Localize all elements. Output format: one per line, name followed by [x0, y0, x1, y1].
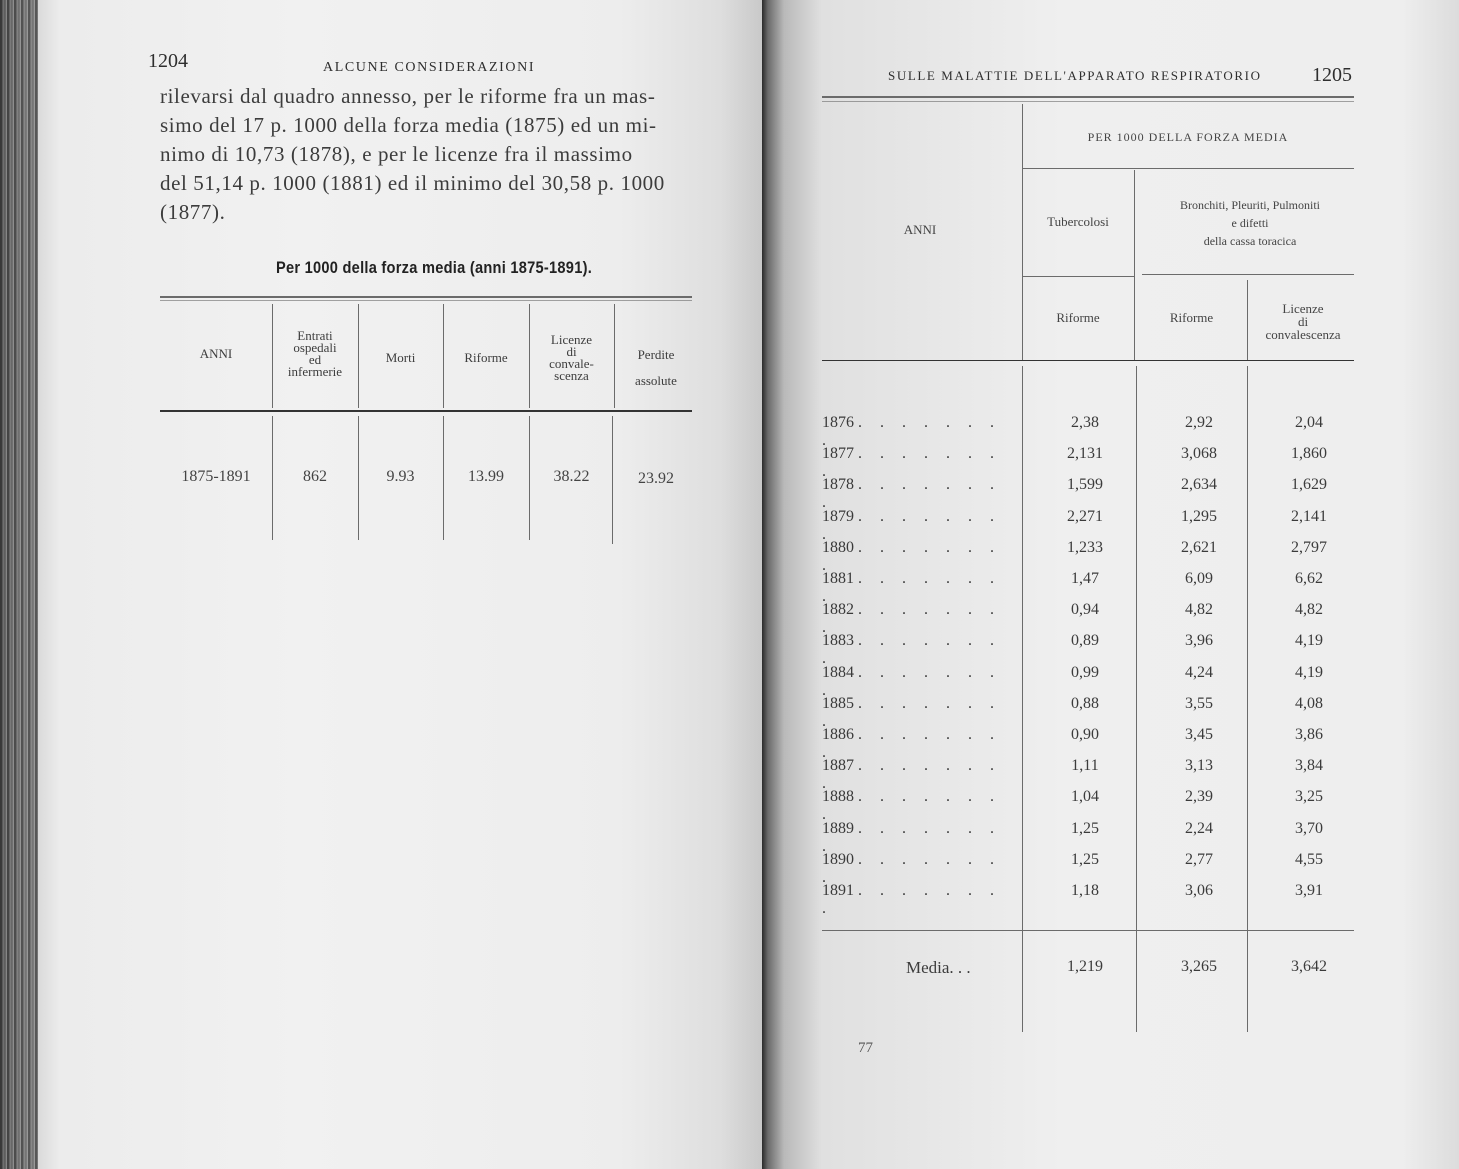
table-cell: 2,24 [1185, 820, 1213, 837]
media-licenze: 3,642 [1291, 958, 1327, 975]
table-cell: 4,82 [1295, 601, 1323, 618]
leader-dots: . . . . . . . . [822, 508, 1001, 543]
table-cell: 3,06 [1185, 882, 1213, 899]
table-cell: 3,068 [1181, 445, 1217, 462]
table-cell: 1,47 [1071, 570, 1099, 587]
table-cell: 1,25 [1071, 851, 1099, 868]
table-cell: 1,295 [1181, 508, 1217, 525]
table-cell: 1,18 [1071, 882, 1099, 899]
leader-dots: . . . . . . . . [822, 757, 1001, 792]
subheader-riforme-tbc: Riforme [1056, 310, 1100, 325]
header-anni-right: ANNI [903, 222, 937, 237]
year-label: 1884 . . . . . . . . [822, 664, 1001, 699]
leader-dots: . . . . . . . . [822, 726, 1001, 761]
table-cell: 0,88 [1071, 695, 1099, 712]
header-bronchiti: Bronchiti, Pleuriti, Pulmoniti e difetti della cassa toracica [1179, 198, 1320, 248]
header-tubercolosi: Tubercolosi [1047, 214, 1109, 229]
year-label: 1891 . . . . . . . . [822, 882, 1001, 917]
table-cell: 2,92 [1185, 414, 1213, 431]
subheader-riforme-bron: Riforme [1169, 310, 1214, 325]
year-label: 1890 . . . . . . . . [822, 851, 1001, 886]
signature-number: 77 [858, 1040, 873, 1056]
table-cell: 2,141 [1291, 508, 1327, 525]
leader-dots: . . . . . . . . [822, 445, 1001, 480]
running-head-right: SULLE MALATTIE DELL'APPARATO RESPIRATORIO [888, 68, 1262, 83]
leader-dots: . . . . . . . . [822, 664, 1001, 699]
book-binding [0, 0, 38, 1169]
table-cell: 4,24 [1185, 664, 1213, 681]
year-label: 1888 . . . . . . . . [822, 788, 1001, 823]
table-cell: 3,86 [1295, 726, 1323, 743]
table-cell: 2,77 [1185, 851, 1213, 868]
table-cell: 2,131 [1067, 445, 1103, 462]
table-cell: 2,39 [1185, 788, 1213, 805]
year-label: 1881 . . . . . . . . [822, 570, 1001, 605]
header-licenze: Licenze di convale- scenza [549, 332, 594, 383]
table-cell: 2,271 [1067, 508, 1103, 525]
row-licenze: 38.22 [553, 468, 590, 485]
leader-dots: . . . . . . . . [822, 414, 1001, 449]
media-label: Media. . . [906, 958, 971, 977]
paragraph-line: del 51,14 p. 1000 (1881) ed il minimo del 30,58 p. 1000 [160, 171, 665, 195]
table-cell: 2,797 [1291, 539, 1327, 556]
table-cell: 3,96 [1185, 632, 1213, 649]
table-cell: 0,99 [1071, 664, 1099, 681]
row-perdite: 23.92 [638, 470, 674, 487]
group-header: PER 1000 DELLA FORZA MEDIA [1087, 130, 1289, 144]
header-anni: ANNI [199, 346, 233, 361]
table-cell: 1,04 [1071, 788, 1099, 805]
table-cell: 3,55 [1185, 695, 1213, 712]
year-label: 1885 . . . . . . . . [822, 695, 1001, 730]
table-cell: 4,08 [1295, 695, 1323, 712]
table-cell: 0,89 [1071, 632, 1099, 649]
table-cell: 4,55 [1295, 851, 1323, 868]
subheader-licenze: Licenze di convalescenza [1265, 301, 1341, 342]
leader-dots: . . . . . . . . [822, 570, 1001, 605]
leader-dots: . . . . . . . . [822, 476, 1001, 511]
table-cell: 1,233 [1067, 539, 1103, 556]
table-cell: 4,19 [1295, 632, 1323, 649]
row-morti: 9.93 [386, 468, 415, 485]
media-riforme: 3,265 [1181, 958, 1217, 975]
table-cell: 4,82 [1185, 601, 1213, 618]
row-anni: 1875-1891 [181, 468, 251, 485]
table-cell: 1,11 [1071, 757, 1099, 774]
paragraph-line: simo del 17 p. 1000 della forza media (1875) ed un mi- [160, 113, 657, 137]
table-cell: 3,13 [1185, 757, 1213, 774]
table-cell: 2,634 [1181, 476, 1217, 493]
leader-dots: . . . . . . . . [822, 539, 1001, 574]
table-cell: 1,25 [1071, 820, 1099, 837]
header-riforme: Riforme [464, 350, 508, 365]
year-label: 1878 . . . . . . . . [822, 476, 1001, 511]
year-label: 1880 . . . . . . . . [822, 539, 1001, 574]
table-cell: 1,629 [1291, 476, 1327, 493]
leader-dots: . . . . . . . . [822, 601, 1001, 636]
leader-dots: . . . . . . . . [822, 695, 1001, 730]
year-label: 1887 . . . . . . . . [822, 757, 1001, 792]
table-cell: 0,94 [1071, 601, 1099, 618]
year-label: 1889 . . . . . . . . [822, 820, 1001, 855]
table-cell: 4,19 [1295, 664, 1323, 681]
media-tubercolosi: 1,219 [1067, 958, 1103, 975]
year-label: 1876 . . . . . . . . [822, 414, 1001, 449]
page-number-right: 1205 [1312, 64, 1352, 86]
running-head-left: ALCUNE CONSIDERAZIONI [323, 60, 536, 75]
row-entrati: 862 [303, 468, 327, 485]
table-cell: 1,599 [1067, 476, 1103, 493]
table-cell: 3,91 [1295, 882, 1323, 899]
table-caption: Per 1000 della forza media (anni 1875-1891). [275, 258, 593, 277]
paragraph-line: nimo di 10,73 (1878), e per le licenze fra il massimo [160, 142, 633, 166]
year-label: 1883 . . . . . . . . [822, 632, 1001, 667]
header-entrati: Entrati ospedali ed infermerie [287, 328, 343, 379]
table-cell: 3,70 [1295, 820, 1323, 837]
table-cell: 3,45 [1185, 726, 1213, 743]
page-number-left: 1204 [148, 50, 188, 72]
leader-dots: . . . . . . . . [822, 851, 1001, 886]
header-perdite: Perdite assolute [635, 347, 677, 388]
leader-dots: . . . . . . . . [822, 788, 1001, 823]
header-morti: Morti [385, 350, 416, 365]
row-riforme: 13.99 [468, 468, 504, 485]
paragraph [160, 82, 708, 227]
table-cell: 6,09 [1185, 570, 1213, 587]
leader-dots: . . . . . . . . [822, 882, 1001, 917]
table-cell: 3,25 [1295, 788, 1323, 805]
leader-dots: . . . . . . . . [822, 632, 1001, 667]
table-cell: 2,38 [1071, 414, 1099, 431]
year-label: 1886 . . . . . . . . [822, 726, 1001, 761]
table-cell: 1,860 [1291, 445, 1327, 462]
leader-dots: . . . . . . . . [822, 820, 1001, 855]
table-cell: 6,62 [1295, 570, 1323, 587]
paragraph-line: (1877). [160, 200, 226, 224]
year-label: 1882 . . . . . . . . [822, 601, 1001, 636]
paragraph-line: rilevarsi dal quadro annesso, per le riforme fra un mas- [160, 84, 656, 108]
table-cell: 2,04 [1295, 414, 1323, 431]
table-cell: 3,84 [1295, 757, 1323, 774]
year-label: 1879 . . . . . . . . [822, 508, 1001, 543]
table-cell: 2,621 [1181, 539, 1217, 556]
year-label: 1877 . . . . . . . . [822, 445, 1001, 480]
table-cell: 0,90 [1071, 726, 1099, 743]
